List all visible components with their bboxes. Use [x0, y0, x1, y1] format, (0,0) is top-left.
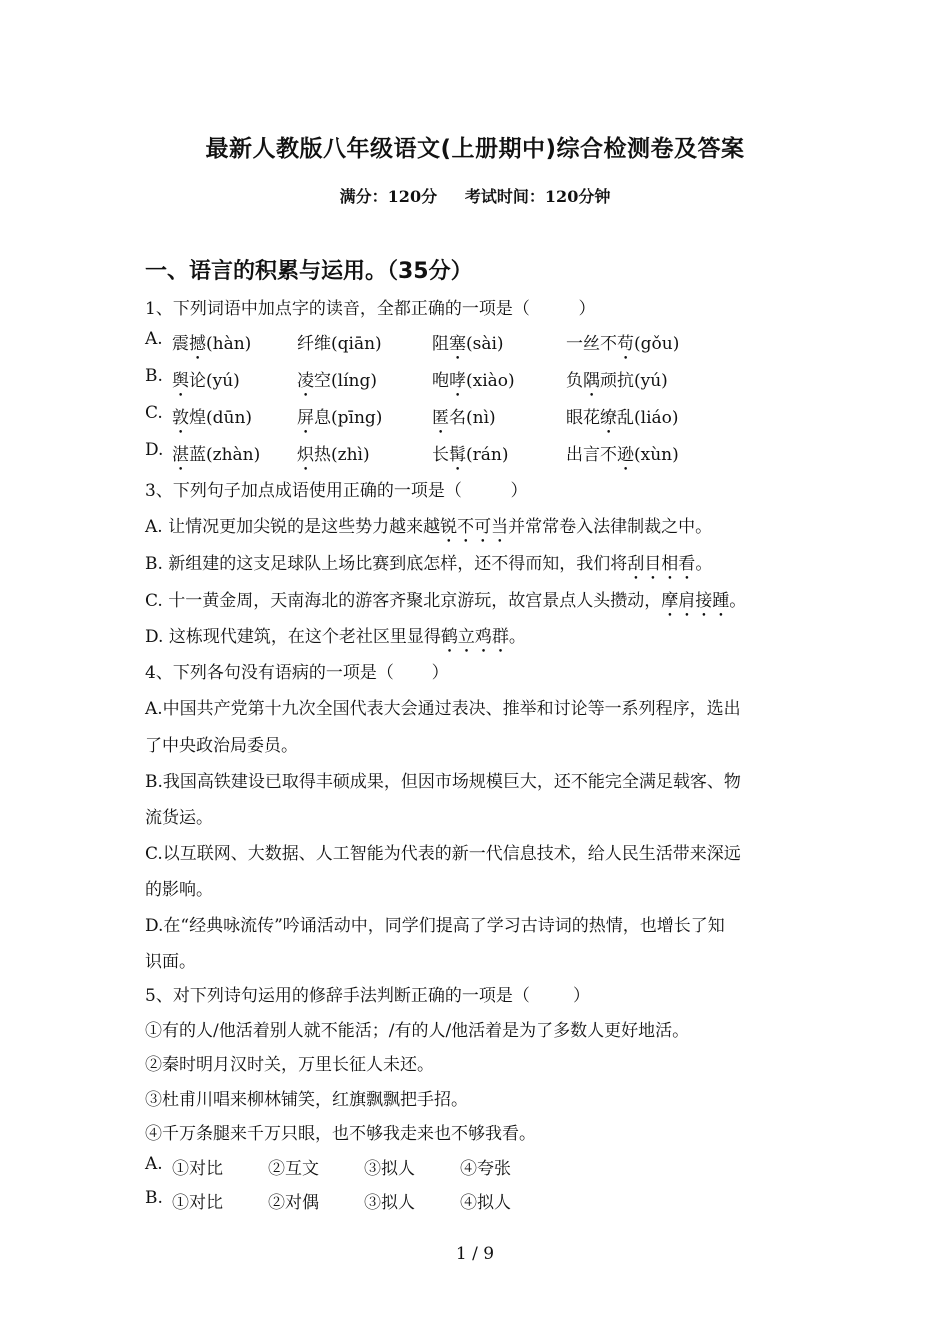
option-label: D. [145, 440, 164, 460]
page-number: 1 / 9 [455, 1244, 495, 1264]
option-item: 纤维(qiān) [297, 334, 382, 354]
question-1-stem: 1、下列词语中加点字的读音，全都正确的一项是（ ） [145, 299, 596, 319]
option-item: 敦煌(dūn) [172, 408, 253, 428]
option-item: ②对偶 [268, 1193, 319, 1213]
question-4-line: 的影响。 [145, 880, 213, 900]
option-item: 阻塞(sài) [432, 334, 504, 354]
question-4-stem: 4、下列各句没有语病的一项是（ ） [145, 663, 449, 683]
option-item: ③拟人 [364, 1159, 415, 1179]
option-label: A. [145, 1154, 163, 1174]
question-5-verse: ③杜甫川唱来柳林铺笑，红旗飘飘把手招。 [145, 1090, 468, 1110]
option-label: B. [145, 1188, 163, 1208]
option-item: 眼花缭乱(liáo) [566, 408, 679, 428]
question-5-verse: ②秦时明月汉时关，万里长征人未还。 [145, 1055, 434, 1075]
question-3-stem: 3、下列句子加点成语使用正确的一项是（ ） [145, 481, 528, 501]
option-item: ④拟人 [460, 1193, 511, 1213]
question-4-line: C.以互联网、大数据、人工智能为代表的新一代信息技术，给人民生活带来深远 [145, 844, 741, 864]
option-item: 长髯(rán) [432, 445, 509, 465]
option-item: 咆哮(xiào) [432, 371, 515, 391]
option-item: 屏息(pīng) [297, 408, 383, 428]
option-label: B. [145, 366, 163, 386]
question-5-verse: ④千万条腿来千万只眼，也不够我走来也不够我看。 [145, 1124, 536, 1144]
option-label: C. [145, 403, 163, 423]
question-3-option-a: A. 让情况更加尖锐的是这些势力越来越锐不可当并常常卷入法律制裁之中。 [145, 517, 713, 537]
option-item: ①对比 [172, 1193, 223, 1213]
question-3-option-d: D. 这栋现代建筑，在这个老社区里显得鹤立鸡群。 [145, 627, 526, 647]
question-5-stem: 5、对下列诗句运用的修辞手法判断正确的一项是（ ） [145, 986, 591, 1006]
option-item: ②互文 [268, 1159, 319, 1179]
question-3-option-b: B. 新组建的这支足球队上场比赛到底怎样，还不得而知，我们将刮目相看。 [145, 554, 713, 574]
question-3-option-c: C. 十一黄金周，天南海北的游客齐聚北京游玩，故宫景点人头攒动，摩肩接踵。 [145, 591, 747, 611]
option-item: 负隅顽抗(yú) [566, 371, 668, 391]
option-item: 一丝不苟(gǒu) [566, 334, 680, 354]
score-time-info: 满分：120分 考试时间：120分钟 [339, 187, 611, 206]
question-4-line: B.我国高铁建设已取得丰硕成果，但因市场规模巨大，还不能完全满足载客、物 [145, 772, 741, 792]
option-item: ③拟人 [364, 1193, 415, 1213]
page-title: 最新人教版八年级语文(上册期中)综合检测卷及答案 [205, 136, 745, 162]
option-item: 炽热(zhì) [297, 445, 370, 465]
question-4-line: 了中央政治局委员。 [145, 736, 298, 756]
option-item: 湛蓝(zhàn) [172, 445, 261, 465]
question-4-line: D.在“经典咏流传”吟诵活动中，同学们提高了学习古诗词的热情，也增长了知 [145, 916, 725, 936]
question-4-line: 流货运。 [145, 808, 213, 828]
option-item: 出言不逊(xùn) [566, 445, 679, 465]
option-item: ④夸张 [460, 1159, 511, 1179]
option-item: 震撼(hàn) [172, 334, 252, 354]
section-heading: 一、语言的积累与运用。（35分） [145, 259, 473, 284]
option-item: 舆论(yú) [172, 371, 240, 391]
option-label: A. [145, 329, 163, 349]
option-item: ①对比 [172, 1159, 223, 1179]
question-4-line: A.中国共产党第十九次全国代表大会通过表决、推举和讨论等一系列程序，选出 [145, 699, 741, 719]
option-item: 匿名(nì) [432, 408, 496, 428]
option-item: 凌空(líng) [297, 371, 377, 391]
question-4-line: 识面。 [145, 952, 196, 972]
question-5-verse: ①有的人/他活着别人就不能活；/有的人/他活着是为了多数人更好地活。 [145, 1021, 690, 1041]
